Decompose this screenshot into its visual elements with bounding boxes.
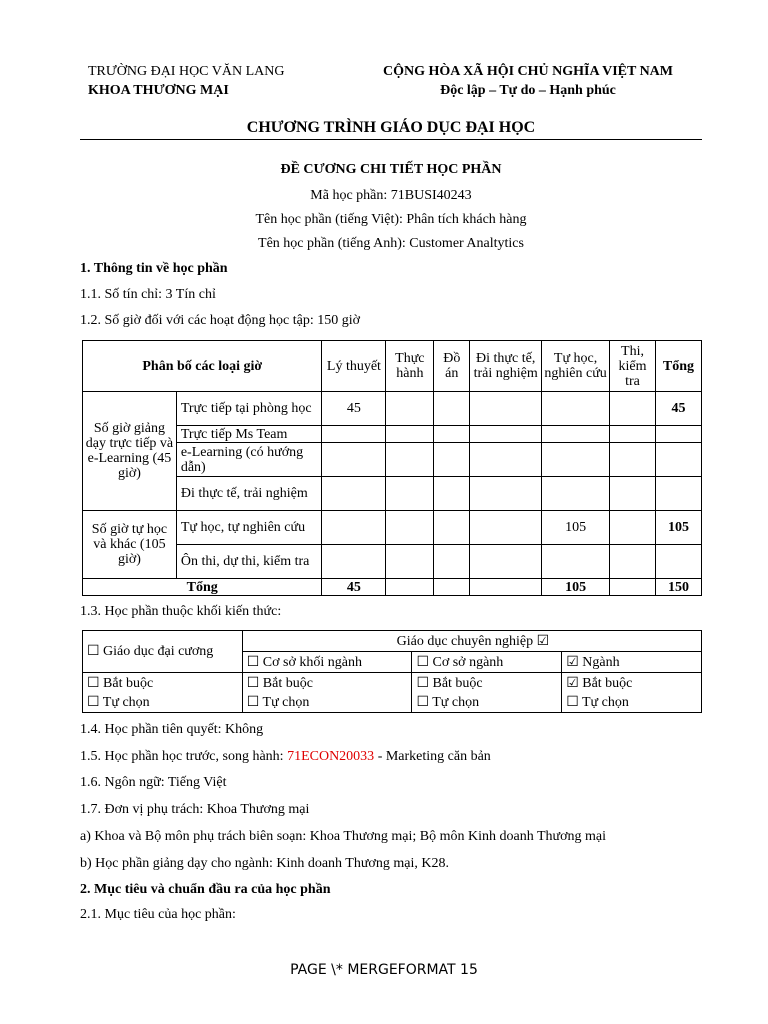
group-self-study: Số giờ tự học và khác (105 giờ) xyxy=(83,511,177,579)
syllabus-title: ĐỀ CƯƠNG CHI TIẾT HỌC PHẦN xyxy=(280,162,502,177)
hours-table xyxy=(82,340,702,596)
row-ms-team: Trực tiếp Ms Team xyxy=(176,426,322,443)
header-self-study: Tự học, nghiên cứu xyxy=(542,341,610,392)
base-group-checkbox[interactable]: ☐ Cơ sở khối ngành xyxy=(242,652,412,673)
row-self-study: Tự học, tự nghiên cứu xyxy=(176,511,322,545)
general-elective-checkbox[interactable]: ☐ Tự chọn xyxy=(87,694,150,710)
general-options xyxy=(83,673,243,713)
cell-in-class-theory: 45 xyxy=(322,392,386,426)
course-name-vi: Tên học phần (tiếng Việt): Phân tích khách hàng xyxy=(255,212,527,227)
base-major-elective-checkbox[interactable]: ☐ Tự chọn xyxy=(416,694,480,710)
language-line: 1.6. Ngôn ngữ: Tiếng Việt xyxy=(80,775,227,790)
prerequisite-line: 1.4. Học phần tiên quyết: Không xyxy=(80,722,264,737)
credits-line: 1.1. Số tín chỉ: 3 Tín chỉ xyxy=(80,287,216,302)
base-group-options xyxy=(242,673,412,713)
header-field: Đi thực tế, trải nghiệm xyxy=(470,341,542,392)
section-2-heading: 2. Mục tiêu và chuẩn đầu ra của học phần xyxy=(80,882,331,897)
prior-course-code: 71ECON20033 xyxy=(287,749,375,764)
header-practice: Thực hành xyxy=(386,341,434,392)
cell-self-study-total: 105 xyxy=(655,511,701,545)
section-1-heading: 1. Thông tin về học phần xyxy=(80,261,228,276)
program-title: CHƯƠNG TRÌNH GIÁO DỤC ĐẠI HỌC xyxy=(246,119,536,136)
target-major-line: b) Học phần giảng dạy cho ngành: Kinh doanh Thương mại, K28. xyxy=(80,856,449,871)
general-education-checkbox[interactable]: ☐ Giáo dục đại cương xyxy=(83,631,243,673)
compiling-unit-line: a) Khoa và Bộ môn phụ trách biên soạn: Khoa Thương mại; Bộ môn Kinh doanh Thương mại xyxy=(80,829,606,844)
total-label: Tổng xyxy=(83,579,322,596)
header-right xyxy=(367,62,689,100)
cell-in-class-total: 45 xyxy=(655,392,701,426)
row-in-class: Trực tiếp tại phòng học xyxy=(176,392,322,426)
document-page xyxy=(80,0,702,1024)
major-options xyxy=(562,673,702,713)
page-footer: PAGE \* MERGEFORMAT 15 xyxy=(290,962,478,978)
row-exam-prep: Ôn thi, dự thi, kiểm tra xyxy=(176,545,322,579)
header-exam: Thi, kiểm tra xyxy=(610,341,656,392)
base-major-checkbox[interactable]: ☐ Cơ sở ngành xyxy=(412,652,562,673)
base-group-elective-checkbox[interactable]: ☐ Tự chọn xyxy=(246,694,310,710)
national-motto: Độc lập – Tự do – Hạnh phúc xyxy=(440,83,616,98)
header-left xyxy=(88,62,285,100)
row-field-trip: Đi thực tế, trải nghiệm xyxy=(176,477,322,511)
course-code: Mã học phần: 71BUSI40243 xyxy=(310,188,472,203)
knowledge-table xyxy=(82,630,702,713)
hours-line: 1.2. Số giờ đối với các hoạt động học tập: 150 giờ xyxy=(80,313,361,328)
base-major-options xyxy=(412,673,562,713)
prior-course-label: 1.5. Học phần học trước, song hành: xyxy=(80,749,288,764)
row-e-learning: e-Learning (có hướng dẫn) xyxy=(176,443,322,477)
university-name: TRƯỜNG ĐẠI HỌC VĂN LANG xyxy=(88,64,285,79)
total-self-study: 105 xyxy=(542,579,610,596)
title-divider xyxy=(80,139,702,140)
cell-self-study-hours: 105 xyxy=(542,511,610,545)
course-name-en: Tên học phần (tiếng Anh): Customer Analtytics xyxy=(258,236,524,251)
unit-line: 1.7. Đơn vị phụ trách: Khoa Thương mại xyxy=(80,802,310,817)
major-required-checkbox[interactable]: ☑ Bắt buộc xyxy=(566,675,633,691)
total-hours: 150 xyxy=(655,579,701,596)
knowledge-block-line: 1.3. Học phần thuộc khối kiến thức: xyxy=(80,604,282,619)
professional-education-checkbox[interactable]: Giáo dục chuyên nghiệp ☑ xyxy=(242,631,701,652)
base-major-required-checkbox[interactable]: ☐ Bắt buộc xyxy=(416,675,483,691)
header-allocation: Phân bố các loại giờ xyxy=(83,341,322,392)
objectives-line: 2.1. Mục tiêu của học phần: xyxy=(80,907,236,922)
base-group-required-checkbox[interactable]: ☐ Bắt buộc xyxy=(246,675,313,691)
general-required-checkbox[interactable]: ☐ Bắt buộc xyxy=(87,675,154,691)
national-title: CỘNG HÒA XÃ HỘI CHỦ NGHĨA VIỆT NAM xyxy=(382,64,673,79)
faculty-name: KHOA THƯƠNG MẠI xyxy=(88,83,229,98)
major-checkbox[interactable]: ☑ Ngành xyxy=(562,652,702,673)
prior-course-line xyxy=(80,749,491,765)
header-total: Tổng xyxy=(655,341,701,392)
major-elective-checkbox[interactable]: ☐ Tự chọn xyxy=(566,694,629,710)
header-project: Đồ án xyxy=(434,341,470,392)
total-theory: 45 xyxy=(322,579,386,596)
group-direct-teaching: Số giờ giảng dạy trực tiếp và e-Learning (45 giờ) xyxy=(83,392,177,511)
header-theory: Lý thuyết xyxy=(322,341,386,392)
prior-course-name: - Marketing căn bản xyxy=(374,749,491,764)
